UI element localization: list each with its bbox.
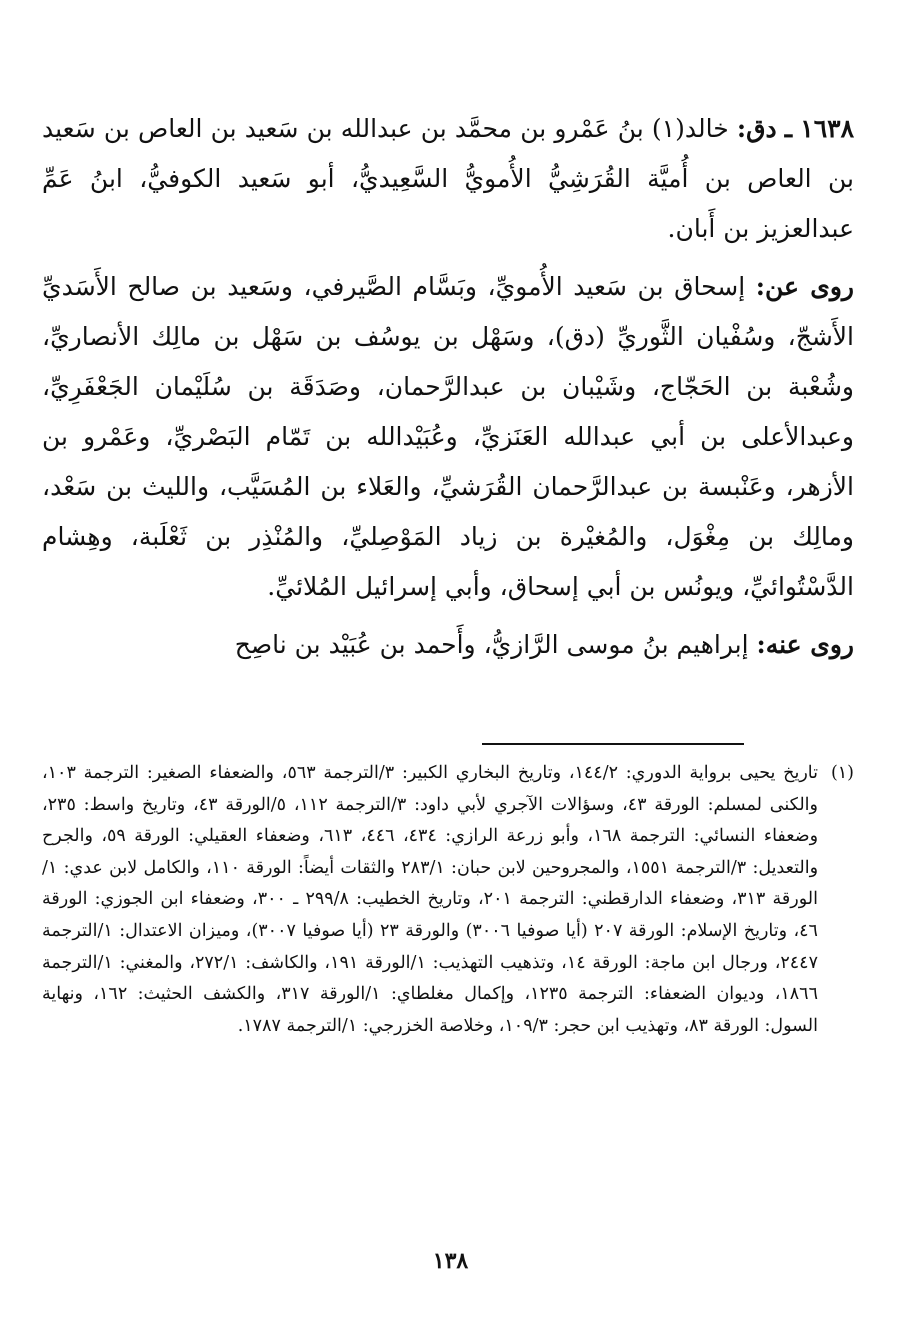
- rawa-anhu-text: إبراهيم بنُ موسى الرَّازيُّ، وأَحمد بن عُبَيْد بن ناصِح: [234, 630, 749, 659]
- entry-text: خالد(١) بنُ عَمْرو بن محمَّد بن عبدالله بن سَعيد بن العاص بن سَعيد بن العاص بن أُميَّة القُرَشِيُّ الأُمويُّ السَّعِيديُّ، أبو سَعيد الكوفيُّ، ابنُ عَمِّ عبدالعزيز بن أَبان.: [42, 114, 854, 243]
- entry-number: ١٦٣٨: [800, 114, 854, 143]
- rawa-an-paragraph: [42, 262, 854, 612]
- footnote: [42, 758, 854, 1042]
- footnotes: [42, 758, 854, 1042]
- rawa-anhu-label: روى عنه:: [756, 630, 854, 659]
- footnote-separator: [482, 743, 744, 745]
- page-number: ١٣٨: [432, 1248, 469, 1274]
- entry-symbol: دق:: [736, 114, 777, 143]
- footnote-text: تاريخ يحيى برواية الدوري: ١٤٤/٢، وتاريخ البخاري الكبير: ٣/الترجمة ٥٦٣، والضعفاء الصغير: الترجمة ١٠٣، والكنى لمسلم: الورقة ٤٣، وسؤالات الآجري لأبي داود: ٣/الترجمة ١١٢، ٥/الورقة ٤٣، وتاريخ واسط: ٢٣٥، وضعفاء النسائي: الترجمة ١٦٨، وأبو زرعة الرازي: ٤٣٤، ٤٤٦، ٦١٣، وضعفاء العقيلي: الورقة ٥٩، والجرح والتعديل: ٣/الترجمة ١٥٥١، والمجروحين لابن حبان: ٢٨٣/١ والثقات أيضاً: الورقة ١١٠، والكامل لابن عدي: ١/الورقة ٣١٣، وضعفاء الدارقطني: الترجمة ٢٠١، وتاريخ الخطيب: ٢٩٩/٨ ـ ٣٠٠، وضعفاء ابن الجوزي: الورقة ٤٦، وتاريخ الإسلام: الورقة ٢٠٧ (أيا صوفيا ٣٠٠٦) والورقة ٢٣ (أيا صوفيا ٣٠٠٧)، وميزان الاعتدال: ١/الترجمة ٢٤٤٧، ورجال ابن ماجة: الورقة ١٤، وتذهيب التهذيب: ١/الورقة ١٩١، والكاشف: ٢٧٢/١، والمغني: ١/الترجمة ١٨٦٦، وديوان الضعفاء: الترجمة ١٢٣٥، وإكمال مغلطاي: ١/الورقة ٣١٧، والكشف الحثيث: ١٦٢، ونهاية السول: الورقة ٨٣، وتهذيب ابن حجر: ١٠٩/٣، وخلاصة الخزرجي: ١/الترجمة ١٧٨٧.: [42, 763, 819, 1036]
- footnote-marker: (١): [830, 763, 854, 783]
- main-text: [42, 104, 854, 670]
- entry-heading-paragraph: [42, 104, 854, 254]
- entry-dash: ـ: [784, 114, 793, 143]
- rawa-an-text: إسحاق بن سَعيد الأُمويِّ، وبَسَّام الصَّيرفي، وسَعيد بن صالح الأَسَديِّ الأَشجّ، وسُفْيان الثَّوريِّ (دق)، وسَهْل بن يوسُف بن سَهْل بن مالِك الأنصاريِّ، وشُعْبة بن الحَجّاج، وشَيْبان بن عبدالرَّحمان، وصَدَقَة بن سُلَيْمان الجَعْفَرِيِّ، وعبدالأعلى بن أبي عبدالله العَنَزيِّ، وعُبَيْدالله بن تَمّام البَصْريِّ، وعَمْرو بن الأزهر، وعَنْبسة بن عبدالرَّحمان القُرَشيِّ، والعَلاء بن المُسَيَّب، والليث بن سَعْد، ومالِك بن مِغْوَل، والمُغيْرة بن زياد المَوْصِليِّ، والمُنْذِر بن ثَعْلَبة، وهِشام الدَّسْتُوائيِّ، ويونُس بن أبي إسحاق، وأبي إسرائيل المُلائيِّ.: [42, 272, 854, 601]
- rawa-anhu-paragraph: [42, 620, 854, 670]
- rawa-an-label: روى عن:: [755, 272, 854, 301]
